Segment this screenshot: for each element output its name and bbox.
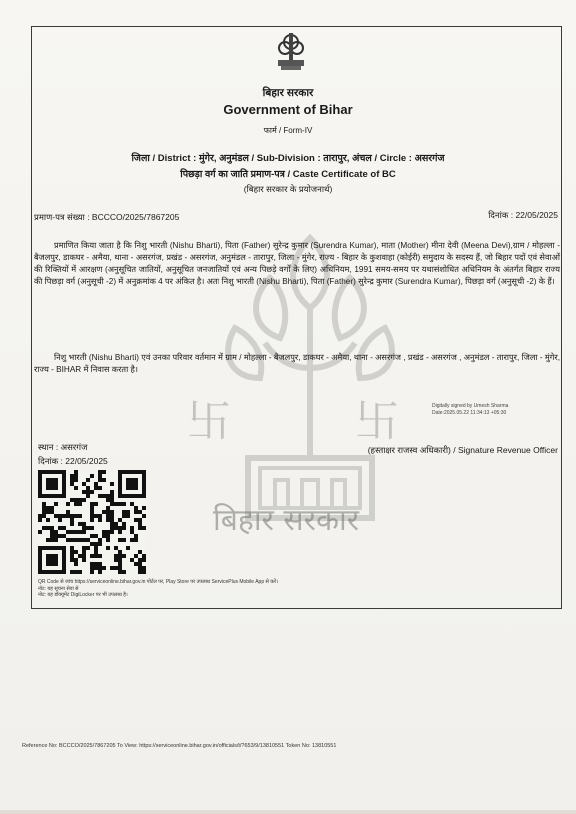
form-number: फार्म / Form-IV (263, 126, 313, 135)
qr-verification-note (38, 579, 438, 599)
swastika-left-icon: 卐 (187, 397, 231, 446)
state-emblem-icon (276, 30, 306, 72)
issue-date-footer: दिनांक : 22/05/2025 (38, 456, 108, 466)
digital-signature-signer: Digitally signed by Umesh Sharma (432, 403, 509, 409)
digital-signature-date: Date:2025.05.22 11:34:13 +05:30 (432, 410, 507, 416)
reference-footer: Reference No: BCCCO/2025/7867205 To View: https://serviceonline.bihar.gov.in/officials/t/?653/9/13810551 Token No: 13810551 (22, 743, 337, 749)
qr-code[interactable] (38, 470, 146, 574)
issue-place: स्थान : असरगंज (38, 442, 88, 452)
qr-note-line-3: नोट: यह डॉक्यूमेंट DigiLocker पर भी उपलब्ध है। (38, 592, 128, 598)
swastika-right-icon: 卐 (355, 397, 399, 446)
certification-paragraph: प्रमाणित किया जाता है कि निशु भारती (Nishu Bharti), पिता (Father) सुरेन्द्र कुमार (Surendra Kumar), माता (Mother) मीना देवी (Meena Devi),ग्राम / मोहल्ला - बैजलपुर, डाकघर - अमैया, थाना - असरगंज, प्रखंड - असरगंज, अनुमंडल - तारापुर, जिला - मुंगेर, राज्य - बिहार के कुशवाहा (कोईरी) समुदाय के सदस्य हैं, जो बिहार पदों एवं सेवाओं की रिक्तियों में आरक्षण (अनुसूचित जातियों, अनुसूचित जनजातियों एवं अन्य पिछड़े वर्गों के लिए) अधिनियम, 1991 समय-समय पर यथासंशोधित अधिनियम के अंतर्गत बिहार राज्य की पिछड़ा वर्ग (अनुसूची -2) में अनुक्रमांक 4 पर अंकित है। अतः निशु भारती (Nishu Bharti), पिता (Father) सुरेन्द्र कुमार (Surendra Kumar), पिछड़ा वर्ग (अनुसूची -2) के हैं। (34, 241, 560, 286)
signature-label: (हस्ताक्षर राजस्व अधिकारी) / Signature Revenue Officer (367, 445, 558, 455)
watermark-text: बिहार सरकार (213, 503, 360, 538)
certificate-number: प्रमाण-पत्र संख्या : BCCCO/2025/7867205 (34, 212, 180, 222)
state-name-english: Government of Bihar (223, 102, 353, 117)
jurisdiction-line: जिला / District : मुंगेर, अनुमंडल / Sub-Division : तारापुर, अंचल / Circle : असरगंज (131, 153, 445, 164)
page-bottom-edge (0, 810, 576, 814)
issue-date: दिनांक : 22/05/2025 (488, 210, 558, 220)
certificate-title: पिछड़ा वर्ग का जाति प्रमाण-पत्र / Caste Certificate of BC (180, 169, 396, 180)
issuer-note: (बिहार सरकार के प्रयोजनार्थ) (243, 184, 333, 194)
residence-paragraph: निशु भारती (Nishu Bharti) एवं उनका परिवार वर्तमान में ग्राम / मोहल्ला - बैजलपुर, डाकघर - अमैया, थाना - असरगंज , प्रखंड - असरगंज , अनुमंडल - तारापुर, जिला - मुंगेर, राज्य - BIHAR में निवास करता है। (34, 353, 560, 374)
qr-note-line-1: QR Code से जांच https://serviceonline.bihar.gov.in पोर्टल पर, Play Store पर उपलब्ध ServicePlus Mobile App से करें। (38, 579, 279, 585)
state-name-hindi: बिहार सरकार (262, 87, 314, 99)
qr-note-line-2: नोट: यह सूचना सेवा से (38, 585, 79, 592)
digital-signature-stamp (432, 403, 542, 417)
